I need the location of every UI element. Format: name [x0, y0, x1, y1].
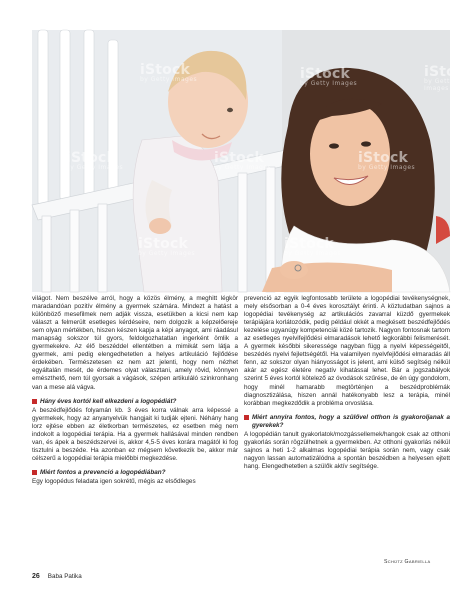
question-heading: Miért fontos a prevenció a logopédiában? [32, 469, 238, 477]
page-footer [32, 573, 82, 580]
author-credit: Schütz Gabriella [384, 559, 431, 565]
page-number: 26 [32, 573, 40, 580]
body-paragraph: Egy logopédus feladata igen sokrétű, mégis az elsődleges [32, 477, 196, 485]
question-heading: Hány éves kortól kell elkezdeni a logopédiát? [32, 398, 238, 406]
question-heading: Miért annyira fontos, hogy a szülővel otthon is gyakoroljanak a gyerekek? [244, 414, 450, 430]
watermark: iStock by Getty Images [66, 150, 124, 171]
watermark: iStock by Getty Images [424, 64, 474, 92]
hero-photo [32, 30, 474, 292]
magazine-name: Baba Patika [47, 573, 82, 580]
watermark: iStock by Getty Images [140, 62, 198, 83]
article-column-right [244, 295, 450, 471]
article-column-left [32, 295, 238, 486]
watermark: iStock by Getty Images [300, 66, 358, 87]
body-paragraph: prevenció az egyik legfontosabb területe a logopédiai tevékenységnek, mely elsősorban a 0-4 éves korosztályt érinti. A köztudatban sajnos a logopédiai tevékenység az artikulációs zavarral küzdő gyermekek terápiájára korlátozódik, pedig például okkét a megkésett beszédfejlődés kezelése ugyanúgy kompetenciái közé tartozik. Nagyon fontosnak tartom az esetleges nyelvifejlődési elmaradások lehető legkorábbi felismerését. A gyermek későbbi sikeressége nagyban függ a nyelvi képességeitől, beszédés nyelvi fejlettségétől. Ha valamilyen nyelvfejlődési elmaradás áll fenn, az sokszor olyan hiányosságot is jelent, ami külső segítség nélkül akár az egész életére negatív kihatással lehet. Bár a jogszabályok szerint 5 éves kortól kötelező az óvodások szűrése, de én úgy gondolom, hogy minél hamarabb megtörténjen a beszédproblémák diagnosztizálása, hiszen annál hatékonyabb lesz a terápia, minél korábban megkezdődik a probléma orvoslása. [244, 295, 450, 407]
body-paragraph: A logopédián tanult gyakorlatok/mozgássellemek/hangok csak az otthoni gyakorlás során rögzülhetnek a gyermekben. Az otthoni gyakorlás nélkül sajnos a heti 1-2 alkalmas logopédiai terápia során nem, vagy csak nagyon lassan automatizálódna a spontán beszédben a helyesen ejtett hang. Elengedhetetlen a szülők aktív segítsége. [244, 430, 450, 470]
watermark: iStock by Getty Images [358, 150, 416, 171]
watermark: iStock by Getty Images [138, 236, 196, 257]
watermark: iStock by Getty Images [214, 150, 272, 171]
watermark: iStock by Getty Images [284, 236, 342, 257]
body-paragraph: világot. Nem beszélve arról, hogy a közös élmény, a meghitt légkör maradandóan pozitív élmény a gyermek számára. Mindezt a hatást a különböző mesefilmek nem adják vissza, esetükben a kicsi nem kap választ a felmerült esetleges kérdéseire, nem dolgozik a képzelőereje sem olyan mértékben, hiszen készen kapja a képi anyagot, ami ráadásul manapság sokszor túl gyors, feldolgozhatatlan ingerként ömlik a gyermekekre. Az élő beszéddel ellentétben a mimikát sem látja a gyermek, ami pedig elengedhetetlen a helyes artikuláció fejlődése érdekében. Természetesen ez nem azt jelenti, hogy nem nézhet egyáltalán mesét, de érdemes olyat választani, amely rövid, könnyen emészthető, nem túl gyorsak a vágások, szépen artikuláló szinkronhang van a mese alá vágva. [32, 295, 238, 391]
body-paragraph: A beszédfejlődés folyamán kb. 3 éves korra válnak arra képessé a gyermekek, hogy az anyanyelvük hangjait ki tudják ejteni. Néhány hang lorz ejtése ebben az életkorban természetes, ez esetben még nem indokolt a logopédiai terápia. Ha a gyermek hallásával minden rendben van, és ápek a beszédszervei is, akkor 4,5-5 éves korára magától ki fog tisztulni a beszéde. Ha azonban ez mégsem következik be, akkor már célszerű a logopédiai terápia mielőbbi megkezdése. [32, 406, 238, 462]
